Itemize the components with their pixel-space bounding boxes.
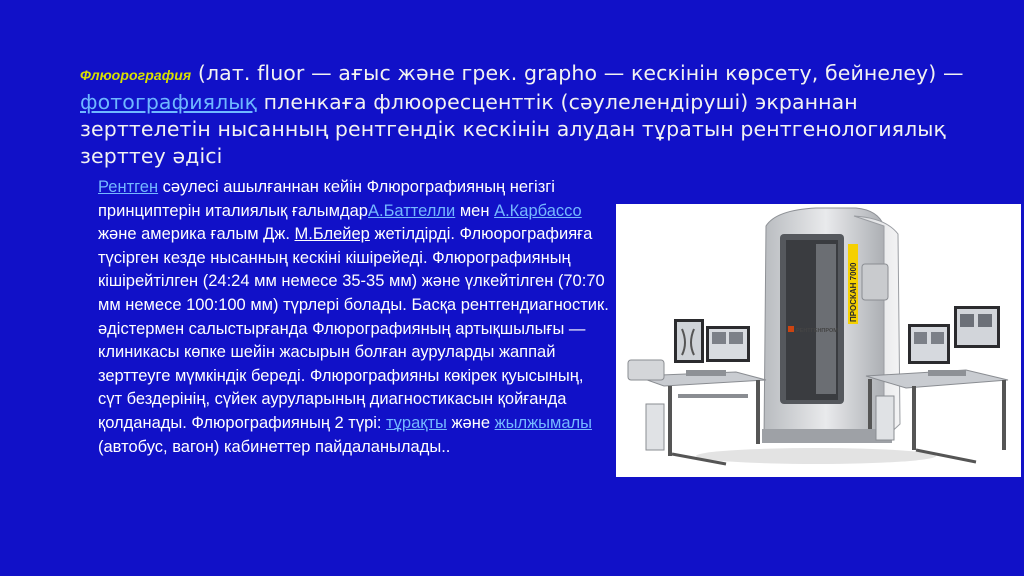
title-text-1: (лат. fluor — ағыс және грек. grapho — кескінін көрсету, бейнелеу) — (191, 61, 964, 85)
body-text-4: жетілдірді. Флюорографияға түсірген кезде нысанның кескіні кішірейеді. Флюрографияның кішірейтілген (24:24 мм немесе 35-35 мм) және үлкейтілген (70:70 мм немесе 100:100 мм) түрлері болады. Басқа рентгендиагностик. әдістермен салыстырғанда Флюрографияның артықшылығы — клиникасы көпке шейін жасырын болған ауруларды жаппай зерттеуге мүмкіндік береді. Флюрографияны көкірек қуысының, сүт бездерінің, сүйек ауруларының диагностикасын қойғанда қолданады. Флюрографияның 2 түрі: (98, 225, 609, 432)
link-photographic[interactable]: фотографиялық (80, 90, 258, 114)
left-workstation (628, 319, 766, 464)
cabin-logo: РЕНТГЕНПРОМ (796, 328, 838, 334)
link-zhylzhymaly[interactable]: жылжымалы (494, 413, 593, 432)
link-karbasso[interactable]: А.Карбассо (494, 201, 582, 220)
slide-title (80, 60, 980, 170)
link-turakty[interactable]: тұрақты (386, 413, 447, 432)
link-battelli[interactable]: А.Баттелли (367, 201, 456, 220)
fluorography-equipment-photo (616, 204, 1021, 477)
body-text-3: және америка ғалым Дж. (98, 225, 295, 244)
cabin-label: ПРОСКАН 7000 (849, 262, 858, 322)
link-rentgen[interactable]: Рентген (98, 178, 159, 196)
term-fluorography: Флюорография (80, 67, 192, 83)
body-text-2: мен (455, 201, 495, 220)
body-text-5: және (446, 413, 495, 432)
link-bleyer[interactable]: М.Блейер (294, 225, 370, 244)
body-text-1: сәулесі ашылғаннан кейін Флюрографияның негізгі принциптерін италиялық ғалымдар (98, 178, 555, 220)
body-text-6: (автобус, вагон) кабинеттер пайдаланылады.. (98, 437, 451, 456)
body-paragraph (98, 176, 610, 459)
title-text-2: пленкаға флюоресценттік (сәулелендіруші) экраннан зерттелетін нысанның рентгендік кескінін алудан тұратын рентгенологиялық зерттеу әдісі (80, 90, 947, 168)
